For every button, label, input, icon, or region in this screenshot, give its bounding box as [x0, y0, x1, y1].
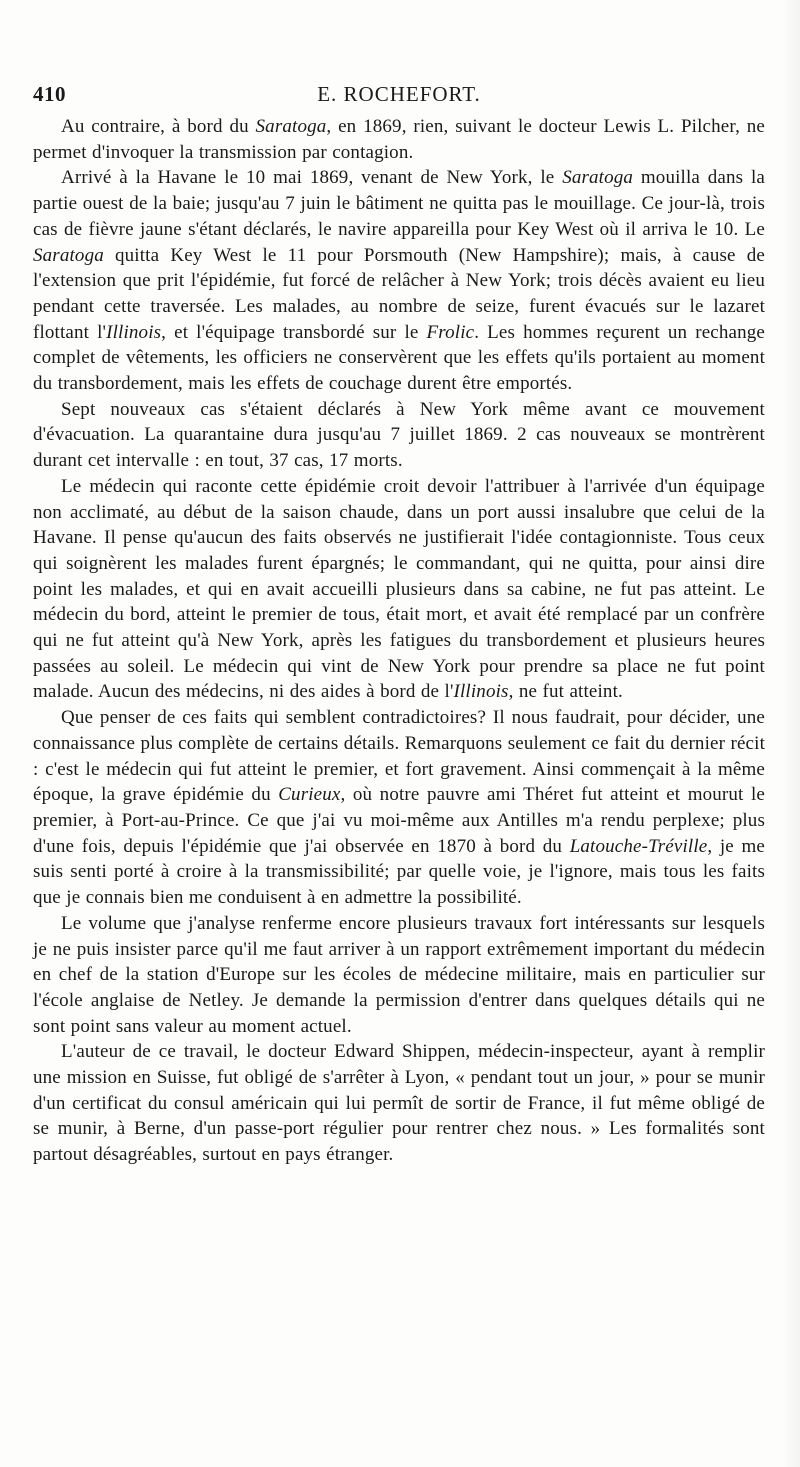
body-text: [33, 114, 765, 1168]
italic-text: Saratoga: [255, 116, 327, 137]
text-run: Le médecin qui raconte cette épidémie croit devoir l'attribuer à l'arrivée d'un équipage non acclimaté, au début de la saison chaude, dans un port aussi insalubre que celui de la Havane. Il pense qu'aucun des faits observés ne justifierait l'idée contagionniste. Tous ceux qui soignèrent les malades furent épargnés; le commandant, qui ne quitta, pour ainsi dire point les malades, et qui en avait accueilli plusieurs dans sa cabine, ne fut pas atteint. Le médecin du bord, atteint le premier de tous, était mort, et avait été remplacé par un confrère qui ne fut atteint qu'à New York, après les fatigues du transbordement et plusieurs heures passées au soleil. Le médecin qui vint de New York pour prendre sa place ne fut point malade. Aucun des médecins, ni des aides à bord de l': [33, 475, 765, 703]
text-run: , je me suis senti porté à croire à la transmissibilité; par quelle voie, je l'ignore, mais tous les faits que je connais bien me conduisent à en admettre la possibilité.: [33, 835, 765, 909]
paragraph: [33, 474, 765, 705]
text-run: Que penser de ces faits qui semblent contradictoires? Il nous faudrait, pour décider, une connaissance plus complète de certains détails. Remarquons seulement ce fait du dernier récit : c'est le médecin qui fut atteint le premier, et fort gravement. Ainsi commençait à la même époque, la grave épidémie du: [33, 707, 765, 806]
italic-text: Saratoga: [33, 244, 104, 266]
text-run: Le volume que j'analyse renferme encore plusieurs travaux fort intéressants sur lesquels je ne puis insister parce qu'il me faut arriver à un rapport extrêmement important du médecin en chef de la station d'Europe sur les écoles de médecine militaire, mais en particulier sur l'école anglaise de Netley. Je demande la permission d'entrer dans quelques détails qui ne sont point sans valeur au moment actuel.: [33, 912, 765, 1037]
text-run: L'auteur de ce travail, le docteur Edward Shippen, médecin-inspecteur, ayant à remplir une mission en Suisse, fut obligé de s'arrêter à Lyon, « pendant tout un jour, » pour se munir d'un certificat du consul américain qui lui permît de sortir de France, il fut même obligé de se munir, à Berne, d'un passe-port régulier pour rentrer chez nous. » Les formalités sont partout désagréables, surtout en pays étranger.: [33, 1041, 765, 1166]
text-run: quitta Key West le 11 pour Porsmouth (New Hampshire); mais, à cause de l'extension que prit l'épidémie, fut forcé de relâcher à New York; trois décès avaient eu lieu pendant cette traversée. Les malades, au nombre de seize, furent évacués sur le lazaret flottant l': [33, 244, 765, 343]
italic-text: Illinois: [453, 681, 509, 703]
paragraph: [33, 397, 765, 474]
italic-text: Illinois: [106, 321, 162, 343]
page-edge-shadow: [782, 0, 800, 1467]
paragraph: [33, 165, 765, 396]
text-run: , et l'équipage transbordé sur le: [161, 321, 427, 343]
text-run: mouilla dans la partie ouest de la baie; jusqu'au 7 juin le bâtiment ne quitta pas le mouillage. Ce jour-là, trois cas de fièvre jaune s'étant déclarés, le navire appareilla pour Key West où il arriva le 10. Le: [33, 167, 765, 240]
text-run: . Les hommes reçurent un rechange complet de vêtements, les officiers ne conservèrent que les effets qu'ils portaient au moment du transbordement, mais les effets de couchage durent être emportés.: [33, 321, 765, 395]
text-run: Arrivé à la Havane le 10 mai 1869, venant de New York, le: [61, 167, 563, 189]
page-number: 410: [33, 82, 66, 106]
text-run: , en 1869, rien, suivant le docteur Lewis L. Pilcher, ne permet d'invoquer la transmission par contagion.: [33, 116, 765, 163]
running-head: [33, 82, 765, 112]
text-run: Au contraire, à bord du: [61, 116, 256, 137]
paragraph: [33, 911, 765, 1040]
paragraph: [33, 114, 765, 165]
text-run: , ne fut atteint.: [508, 681, 623, 703]
paragraph: [33, 705, 765, 911]
italic-text: Frolic: [426, 321, 475, 343]
italic-text: Saratoga: [562, 167, 634, 189]
text-run: Sept nouveaux cas s'étaient déclarés à New York même avant ce mouvement d'évacuation. La quarantaine dura jusqu'au 7 juillet 1869. 2 cas nouveaux se montrèrent durant cet intervalle : en tout, 37 cas, 17 morts.: [33, 398, 765, 472]
running-head-title: E. ROCHEFORT.: [317, 82, 481, 106]
italic-text: Curieux: [278, 784, 341, 806]
paragraph: [33, 1039, 765, 1168]
italic-text: Latouche-Tréville: [569, 835, 708, 857]
text-run: , où notre pauvre ami Théret fut atteint et mourut le premier, à Port-au-Prince. Ce que j'ai vu moi-même aux Antilles m'a rendu perplexe; plus d'une fois, depuis l'épidémie que j'ai observée en 1870 à bord du: [33, 784, 765, 857]
